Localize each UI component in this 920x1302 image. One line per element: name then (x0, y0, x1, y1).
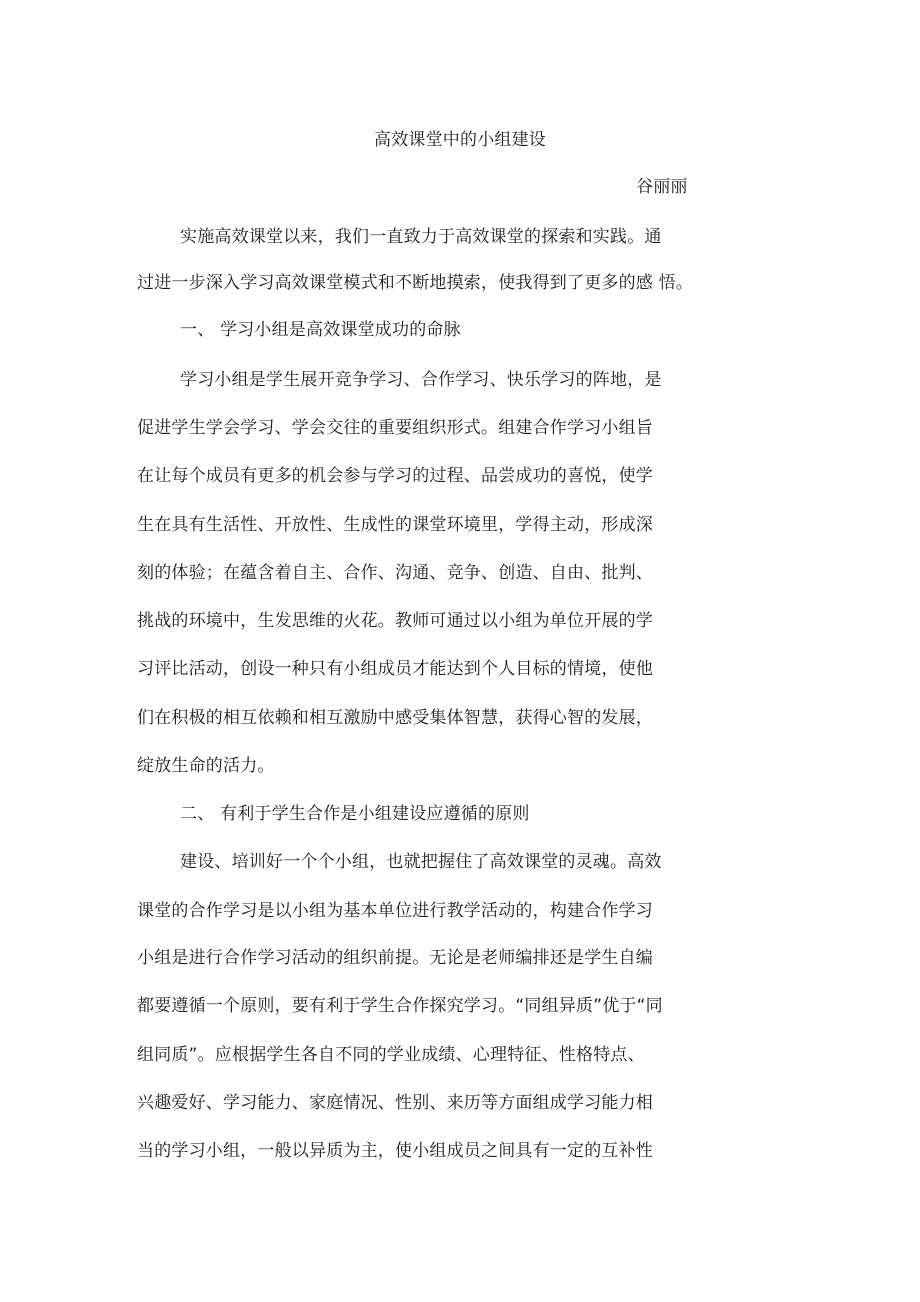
paragraph-line: 学习小组是学生展开竞争学习、合作学习、快乐学习的阵地，是 (180, 370, 662, 390)
paragraph-line: 绽放生命的活力。 (137, 756, 275, 776)
paragraph-line: 习评比活动，创设一种只有小组成员才能达到个人目标的情境，使他 (137, 659, 653, 679)
paragraph-line: 过进一步深入学习高效课堂模式和不断地摸索，使我得到了更多的感 悟。 (137, 273, 694, 293)
paragraph-line: 挑战的环境中，生发思维的火花。教师可通过以小组为单位开展的学 (137, 611, 653, 631)
paragraph-line: 在让每个成员有更多的机会参与学习的过程、品尝成功的喜悦，使学 (137, 466, 653, 486)
section-heading-1: 一、 学习小组是高效课堂成功的命脉 (180, 320, 461, 340)
paragraph-line: 刻的体验；在蕴含着自主、合作、沟通、竞争、创造、自由、批判、 (137, 563, 653, 583)
paragraph-line: 实施高效课堂以来，我们一直致力于高效课堂的探索和实践。通 (180, 227, 662, 247)
paragraph-line: 都要遵循一个原则，要有利于学生合作探究学习。“同组异质”优于“同 (137, 996, 663, 1016)
document-author: 谷丽丽 (636, 177, 688, 197)
section-heading-2: 二、 有利于学生合作是小组建设应遵循的原则 (180, 804, 530, 824)
paragraph-line: 课堂的合作学习是以小组为基本单位进行教学活动的，构建合作学习 (137, 901, 653, 921)
paragraph-line: 生在具有生活性、开放性、生成性的课堂环境里，学得主动，形成深 (137, 515, 653, 535)
paragraph-line: 小组是进行合作学习活动的组织前提。无论是老师编排还是学生自编 (137, 948, 653, 968)
paragraph-line: 组同质”。应根据学生各自不同的学业成绩、心理特征、性格特点、 (137, 1045, 645, 1065)
paragraph-line: 兴趣爱好、学习能力、家庭情况、性别、来历等方面组成学习能力相 (137, 1093, 653, 1113)
paragraph-line: 促进学生学会学习、学会交往的重要组织形式。组建合作学习小组旨 (137, 418, 653, 438)
document-title: 高效课堂中的小组建设 (374, 130, 546, 150)
paragraph-line: 们在积极的相互依赖和相互激励中感受集体智慧，获得心智的发展， (137, 708, 653, 728)
paragraph-line: 当的学习小组，一般以异质为主，使小组成员之间具有一定的互补性 (137, 1141, 653, 1161)
paragraph-line: 建设、培训好一个个小组，也就把握住了高效课堂的灵魂。高效 (180, 852, 662, 872)
